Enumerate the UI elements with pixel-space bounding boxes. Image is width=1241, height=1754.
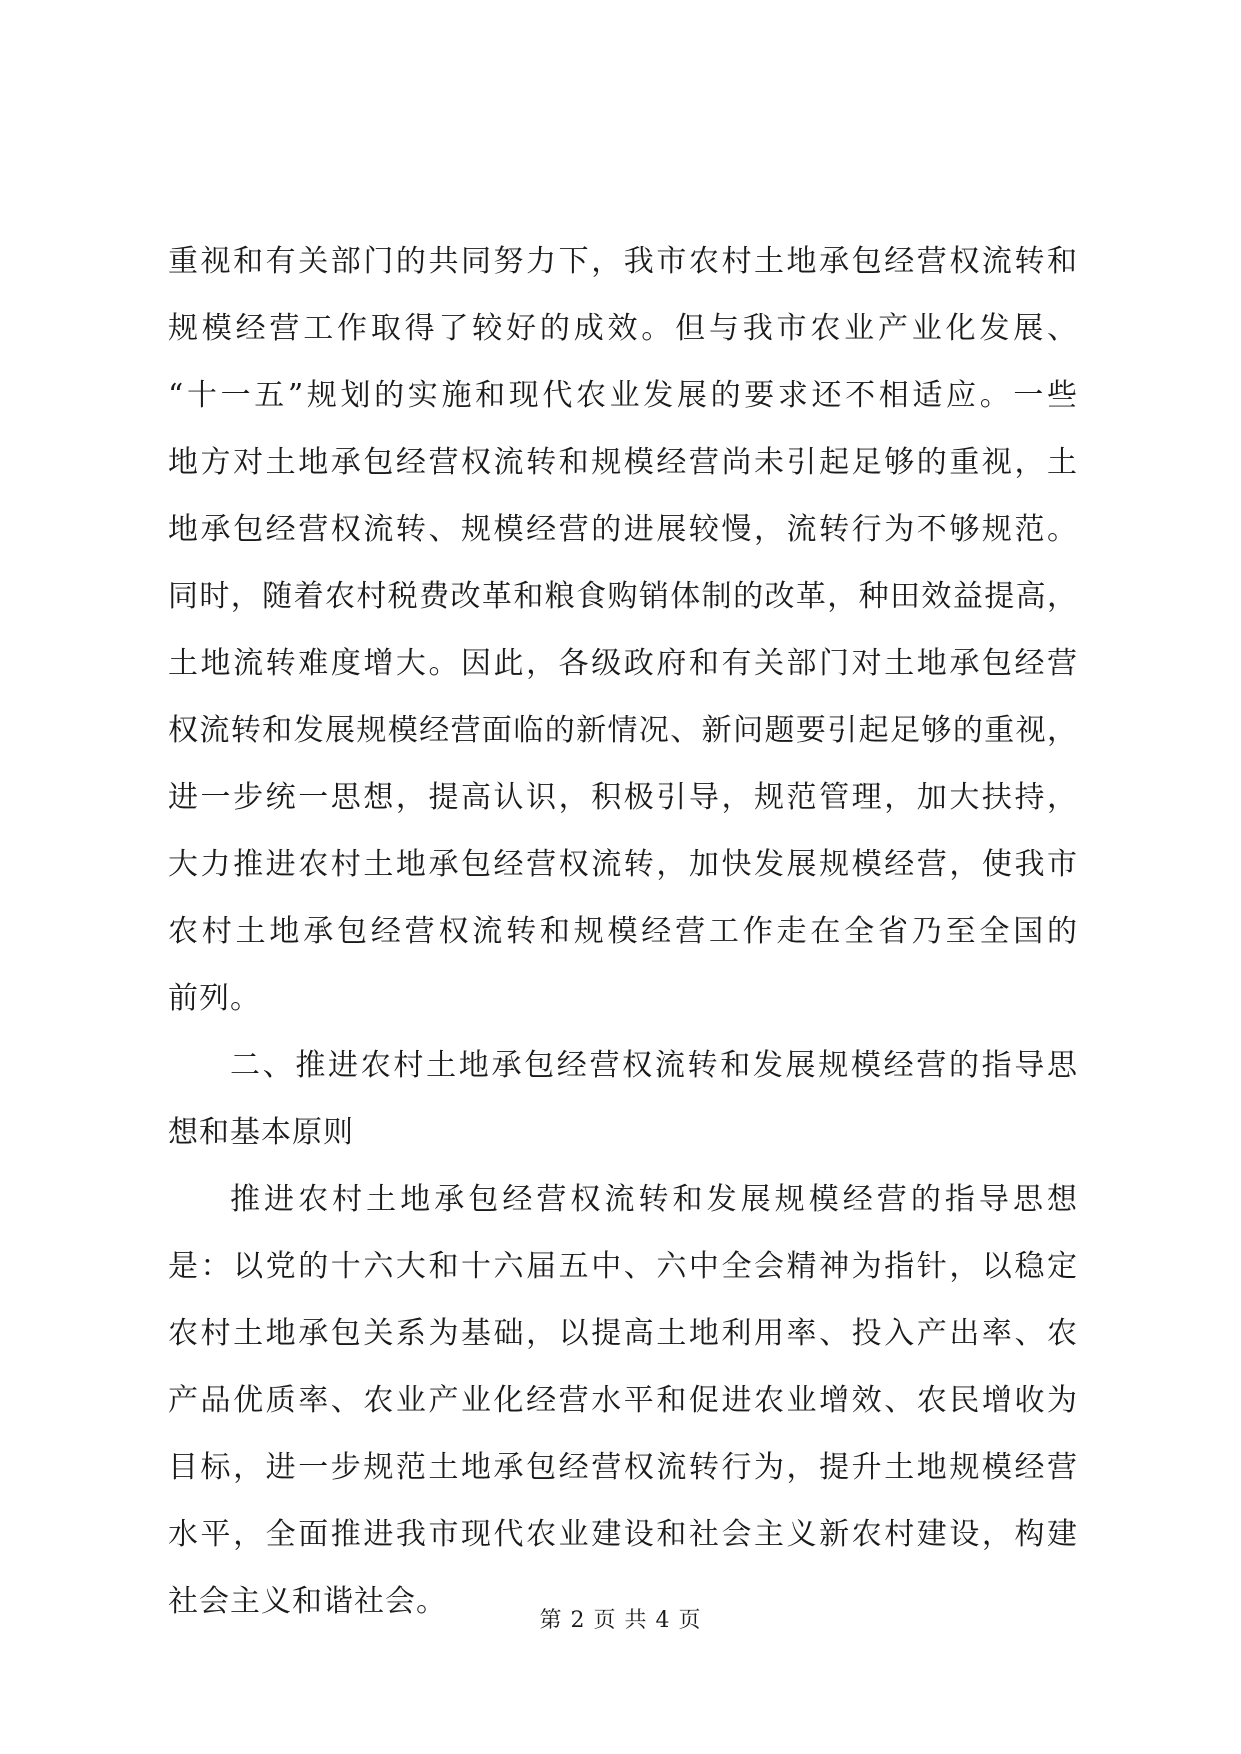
text-line: 推进农村土地承包经营权流转和发展规模经营的指导思想 (230, 1182, 1078, 1217)
text-line: 同时，随着农村税费改革和粮食购销体制的改革，种田效益提高， (168, 579, 1078, 614)
text-line: 水平，全面推进我市现代农业建设和社会主义新农村建设，构建 (168, 1517, 1078, 1552)
text-line: 重视和有关部门的共同努力下，我市农村土地承包经营权流转和 (168, 244, 1078, 279)
text-line: 地承包经营权流转、规模经营的进展较慢，流转行为不够规范。 (168, 512, 1078, 547)
body-text (168, 228, 1078, 1635)
text-line: 二、推进农村土地承包经营权流转和发展规模经营的指导思 (230, 1048, 1078, 1083)
text-line: 产品优质率、农业产业化经营水平和促进农业增效、农民增收为 (168, 1383, 1078, 1418)
text-line: “十一五”规划的实施和现代农业发展的要求还不相适应。一些 (168, 378, 1078, 413)
text-line: 农村土地承包关系为基础，以提高土地利用率、投入产出率、农 (168, 1316, 1078, 1351)
text-line: 目标，进一步规范土地承包经营权流转行为，提升土地规模经营 (168, 1450, 1078, 1485)
text-line: 地方对土地承包经营权流转和规模经营尚未引起足够的重视，土 (168, 445, 1078, 480)
text-line: 前列。 (168, 981, 261, 1016)
text-line: 是：以党的十六大和十六届五中、六中全会精神为指针，以稳定 (168, 1249, 1078, 1284)
text-line: 土地流转难度增大。因此，各级政府和有关部门对土地承包经营 (168, 646, 1078, 681)
text-line: 权流转和发展规模经营面临的新情况、新问题要引起足够的重视， (168, 713, 1078, 748)
text-line: 规模经营工作取得了较好的成效。但与我市农业产业化发展、 (168, 311, 1078, 346)
text-line: 进一步统一思想，提高认识，积极引导，规范管理，加大扶持， (168, 780, 1078, 815)
text-line: 想和基本原则 (168, 1115, 354, 1150)
text-line: 社会主义和谐社会。 (168, 1584, 447, 1619)
page-footer: 第 2 页 共 4 页 (539, 1608, 702, 1633)
text-line: 农村土地承包经营权流转和规模经营工作走在全省乃至全国的 (168, 914, 1078, 949)
text-line: 大力推进农村土地承包经营权流转，加快发展规模经营，使我市 (168, 847, 1078, 882)
